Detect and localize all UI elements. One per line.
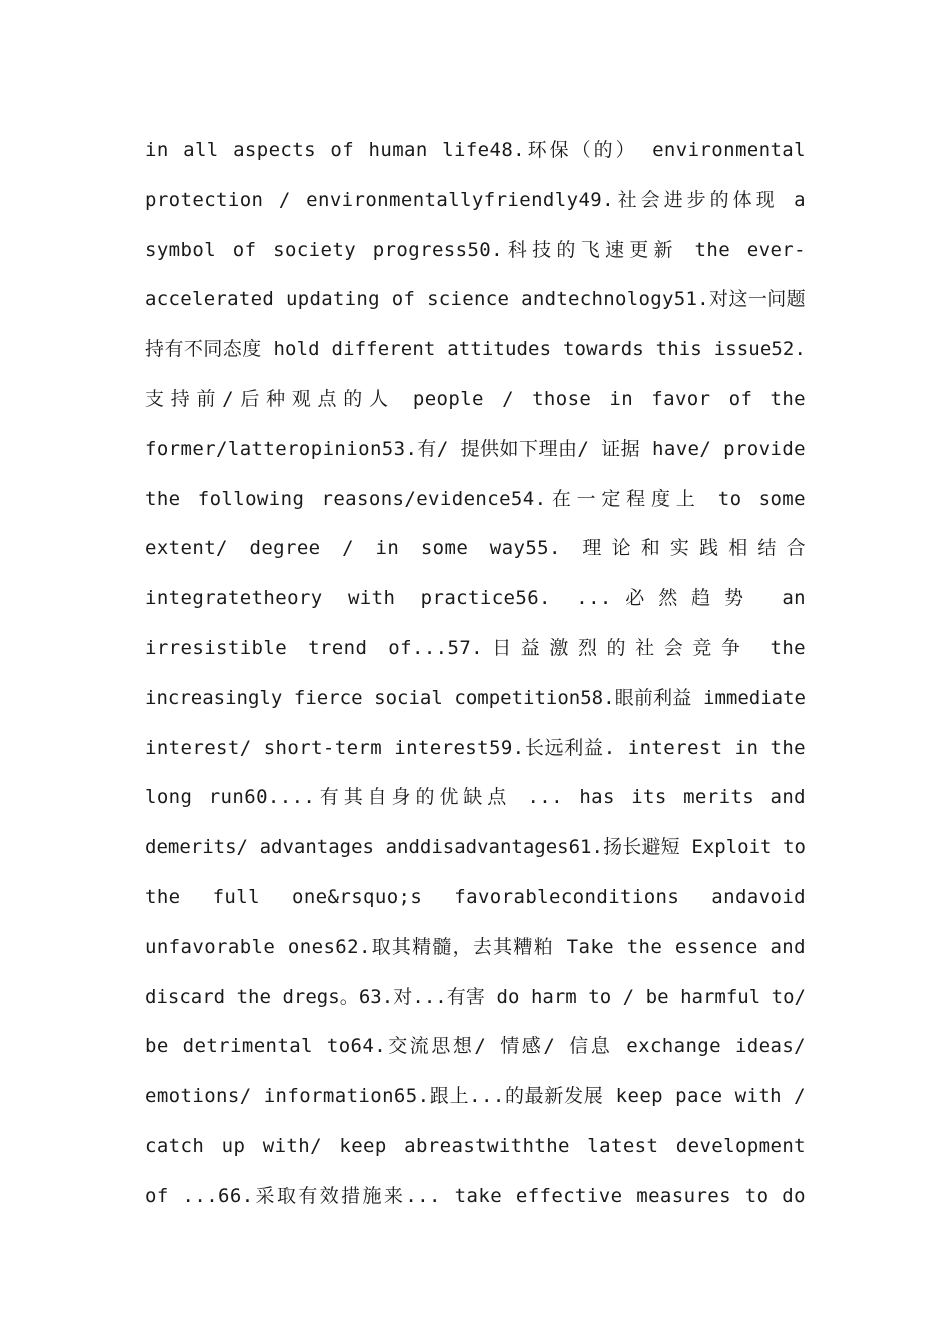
text-line: 持有不同态度 hold different attitudes towards this issue52. <box>145 338 806 361</box>
text-line: the full one&rsquo;s favorableconditions andavoid <box>145 885 806 908</box>
text-line: catch up with/ keep abreastwiththe latest development <box>145 1134 806 1157</box>
text-line: extent/ degree / in some way55. 理论和实践相结合 <box>145 537 806 560</box>
text-line: in all aspects of human life48.环保（的） environmental <box>145 139 806 161</box>
text-line: of ...66.采取有效措施来... take effective measures to do <box>145 1184 806 1207</box>
text-line: interest/ short-term interest59.长远利益. interest in the <box>145 736 806 759</box>
text-line: demerits/ advantages anddisadvantages61.扬长避短 Exploit to <box>145 836 806 859</box>
text-line: former/latteropinion53.有/ 提供如下理由/ 证据 have/ provide <box>145 437 806 460</box>
text-line: symbol of society progress50.科技的飞速更新 the ever- <box>145 238 806 261</box>
text-line: discard the dregs。63.对...有害 do harm to / be harmful to/ <box>145 985 806 1008</box>
text-line: increasingly fierce social competition58.眼前利益 immediate <box>145 686 806 709</box>
text-line: unfavorable ones62.取其精髓，去其糟粕 Take the essence and <box>145 935 806 958</box>
text-line: be detrimental to64.交流思想/ 情感/ 信息 exchange ideas/ <box>145 1035 806 1058</box>
text-line: integratetheory with practice56. ...必然趋势 an <box>145 587 806 610</box>
text-line: the following reasons/evidence54.在一定程度上 to some <box>145 487 806 510</box>
text-line: irresistible trend of...57.日益激烈的社会竞争 the <box>145 636 806 659</box>
text-line: long run60....有其自身的优缺点 ... has its merits and <box>145 786 806 809</box>
text-line: accelerated updating of science andtechnology51.对这一问题 <box>145 288 806 311</box>
body-text <box>145 126 806 1222</box>
text-line: 支持前/后种观点的人 people / those in favor of the <box>145 387 806 410</box>
text-line: protection / environmentallyfriendly49.社会进步的体现 a <box>145 188 806 211</box>
text-line: emotions/ information65.跟上...的最新发展 keep pace with / <box>145 1085 806 1108</box>
